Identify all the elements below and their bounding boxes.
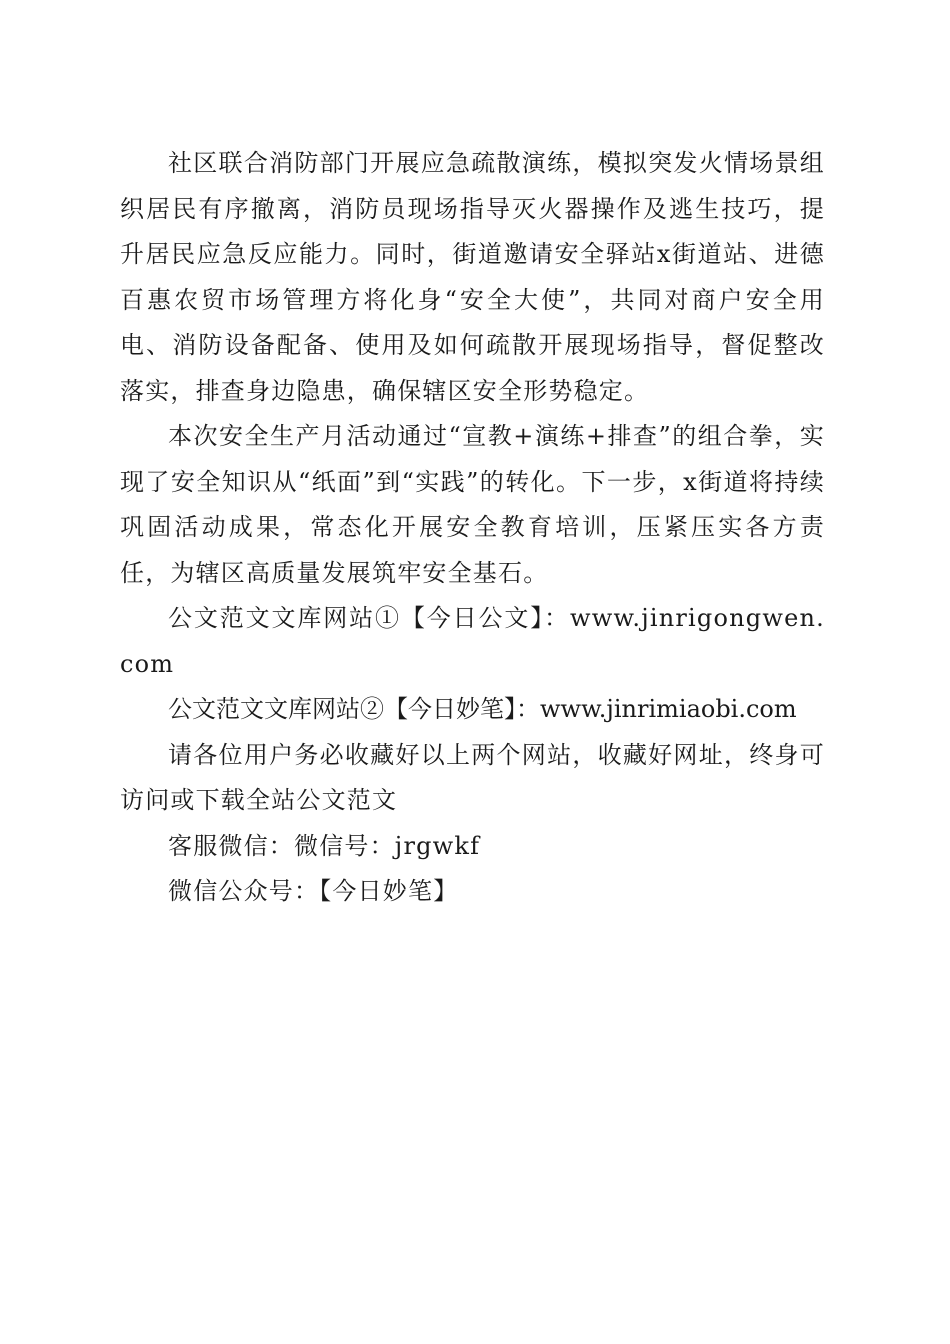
document-body [120,141,825,915]
paragraph-bookmark-notice: 请各位用户务必收藏好以上两个网站，收藏好网址，终身可访问或下载全站公文范文 [120,740,825,814]
paragraph-drill: 社区联合消防部门开展应急疏散演练，模拟突发火情场景组织居民有序撤离，消防员现场指导灭火器操作及逃生技巧，提升居民应急反应能力。同时，街道邀请安全驿站x街道站、进德百惠农贸市场管理方将化身“安全大使”，共同对商户安全用电、消防设备配备、使用及如何疏散开展现场指导，督促整改落实，排查身边隐患，确保辖区安全形势稳定。 [120,149,825,405]
paragraph-site-one: 公文范文文库网站①【今日公文】：www.jinrigongwen.com [120,604,825,678]
paragraph-customer-service: 客服微信：微信号：jrgwkf [168,831,481,860]
paragraph-summary: 本次安全生产月活动通过“宣教+演练+排查”的组合拳，实现了安全知识从“纸面”到“实践”的转化。下一步，x街道将持续巩固活动成果，常态化开展安全教育培训，压紧压实各方责任，为辖区高质量发展筑牢安全基石。 [120,422,825,587]
paragraph-site-two: 公文范文文库网站②【今日妙笔】：www.jinrimiaobi.com [168,695,797,723]
paragraph-official-account: 微信公众号：【今日妙笔】 [168,877,459,905]
